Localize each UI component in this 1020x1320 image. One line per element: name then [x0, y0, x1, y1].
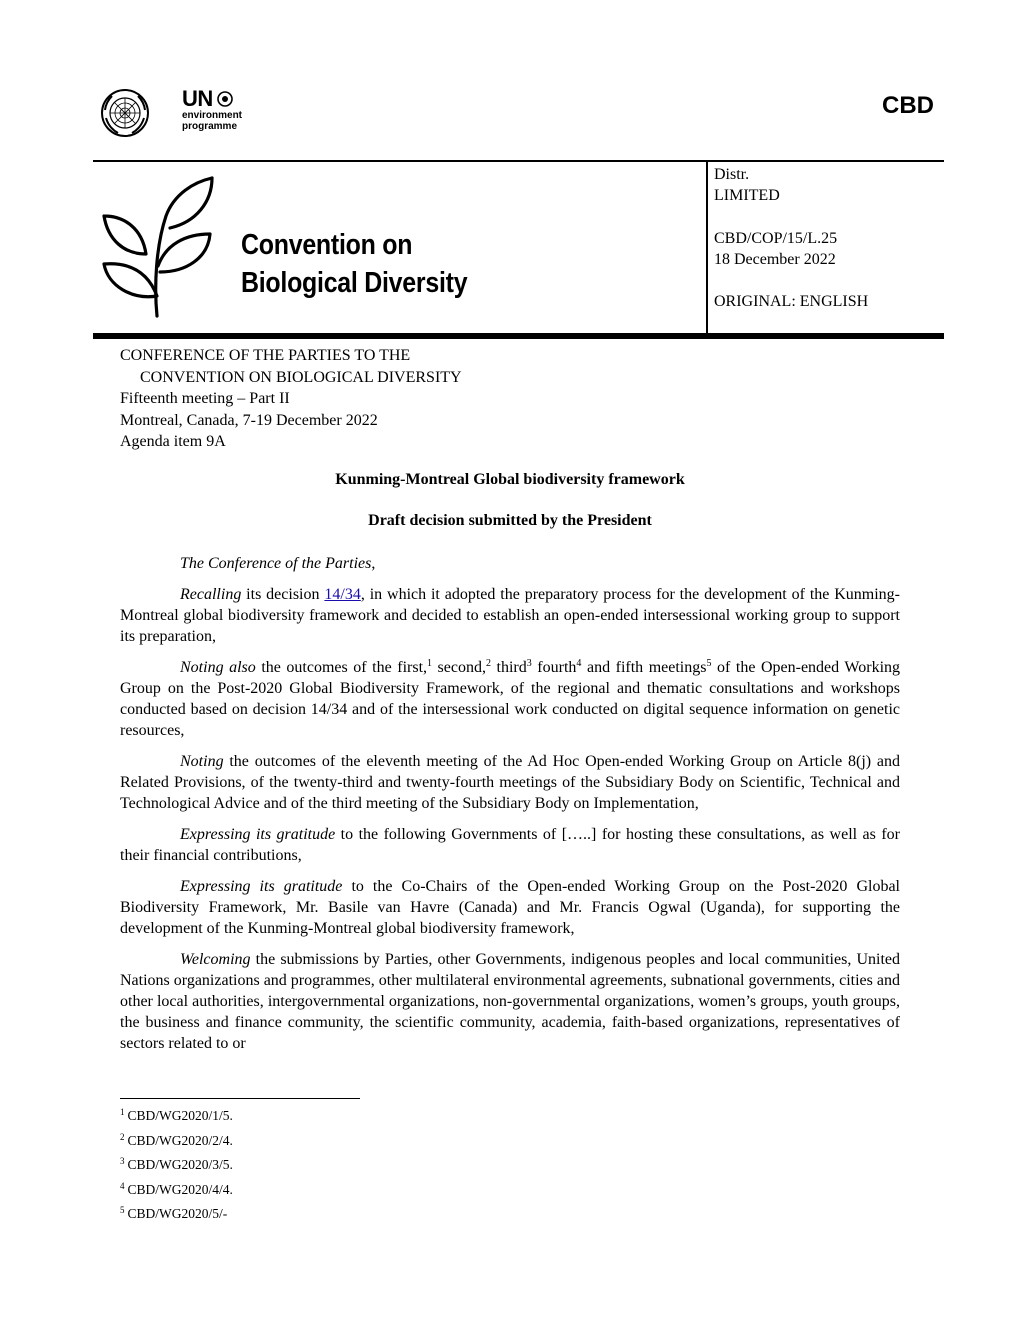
header-rule-bottom	[93, 333, 944, 339]
footnote-item: $^4$ CBD/WG2020/4/4.	[120, 1180, 233, 1197]
document-symbol-block	[714, 228, 837, 270]
cbd-mark: CBD	[882, 92, 934, 119]
paragraph-recalling: Recalling its decision 14/34, in which it adopted the preparatory process for the development of the Kunming-Montreal global biodiversity framework and decided to establish an open-ended intersessional working group to support its preparation,	[120, 586, 901, 645]
distr-value: LIMITED	[714, 187, 780, 204]
meeting-line-4: Montreal, Canada, 7-19 December 2022	[120, 411, 378, 429]
distr-label: Distr.	[714, 166, 750, 183]
cbd-plant-logo-icon	[100, 176, 215, 318]
meeting-line-1: CONFERENCE OF THE PARTIES TO THE	[120, 347, 411, 364]
footnote-ref[interactable]: 1	[427, 658, 433, 669]
footnote-item: $^1$ CBD/WG2020/1/5.	[120, 1107, 233, 1123]
header-vertical-separator	[706, 161, 708, 335]
paragraph-gratitude-governments: Expressing its gratitude to the following Governments of […..] for hosting these consultations, as well as for their financial contributions,	[120, 826, 901, 864]
document-subtitle: Draft decision submitted by the President	[368, 512, 652, 529]
paragraph-lead: Noting also	[180, 659, 256, 676]
paragraph-lead: Noting	[180, 753, 224, 770]
paragraph-preamble: The Conference of the Parties,	[180, 555, 376, 572]
convention-name-line2: Biological Diversity	[241, 267, 468, 299]
preamble-subject: The Conference of the Parties	[180, 555, 372, 572]
paragraph-welcoming: Welcoming the submissions by Parties, other Governments, indigenous peoples and local communities, United Nations organizations and programmes, other multilateral environmental agreements, subnational governments, cities and other local authorities, intergovernmental organizations, non-governmental organizations, women’s groups, youth groups, the business and finance community, the scientific community, academia, faith-based organizations, representatives of sectors related to or	[120, 951, 900, 1052]
meeting-line-3: Fifteenth meeting – Part II	[120, 390, 290, 407]
document-title: Kunming-Montreal Global biodiversity framework	[335, 471, 685, 488]
unep-wordmark	[182, 88, 242, 132]
footnote-item: $^2$ CBD/WG2020/2/4.	[120, 1131, 233, 1148]
un-emblem-icon	[100, 88, 150, 138]
footnote-separator	[120, 1098, 360, 1099]
meeting-line-2: CONVENTION ON BIOLOGICAL DIVERSITY	[140, 368, 462, 386]
decision-link[interactable]: 14/34	[324, 586, 361, 603]
distribution-block	[714, 164, 780, 206]
paragraph-noting: Noting the outcomes of the eleventh meeting of the Ad Hoc Open-ended Working Group on Article 8(j) and Related Provisions, of the twenty-third and twenty-fourth meetings of the Subsidiary Body on Scientific, Technical and Technological Advice and of the third meeting of the Subsidiary Body on Implementation,	[120, 753, 900, 812]
unep-sub-line2: programme	[182, 121, 238, 132]
meeting-line-5: Agenda item 9A	[120, 433, 226, 450]
paragraph-noting-also: Noting also the outcomes of the first,$^1$ second,$^2$ third$^3$ fourth$^4$ and fifth meetings$^5$ of the Open-ended Working Group on the Post-2020 Global Biodiversity Framework, of the regional and thematic consultations and workshops conducted based on decision 14/34 and of the intersessional work conducted on digital sequence information on genetic resources,	[120, 658, 901, 739]
original-language: ORIGINAL: ENGLISH	[714, 293, 869, 310]
document-date: 18 December 2022	[714, 251, 836, 268]
meeting-info	[120, 345, 462, 453]
unep-logo-icon	[217, 91, 233, 107]
convention-name	[241, 226, 467, 302]
un-wordmark-text: UN	[182, 86, 213, 111]
document-symbol: CBD/COP/15/L.25	[714, 230, 838, 247]
document-body	[120, 553, 900, 1054]
footnote-ref[interactable]: 4	[576, 658, 582, 669]
footnote-ref[interactable]: 5	[706, 658, 712, 669]
header-rule-top	[93, 160, 944, 162]
paragraph-lead: Welcoming	[180, 951, 251, 968]
paragraph-lead: Expressing its gratitude	[180, 826, 336, 843]
footnote-item: $^3$ CBD/WG2020/3/5.	[120, 1156, 233, 1172]
footnote-ref[interactable]: 2	[486, 658, 491, 669]
footnote-item: $^5$ CBD/WG2020/5/-	[120, 1205, 228, 1221]
unep-sub-line1: environment	[182, 110, 243, 121]
convention-name-line1: Convention on	[241, 229, 413, 261]
paragraph-lead: Recalling	[180, 586, 242, 603]
paragraph-gratitude-cochairs: Expressing its gratitude to the Co-Chairs of the Open-ended Working Group on the Post-2020 Global Biodiversity Framework, Mr. Basile van Havre (Canada) and Mr. Francis Ogwal (Uganda), for supporting the development of the Kunming-Montreal global biodiversity framework,	[120, 878, 900, 937]
paragraph-lead: Expressing its gratitude	[180, 878, 343, 895]
footnotes	[120, 1104, 233, 1227]
footnote-ref[interactable]: 3	[526, 658, 532, 669]
